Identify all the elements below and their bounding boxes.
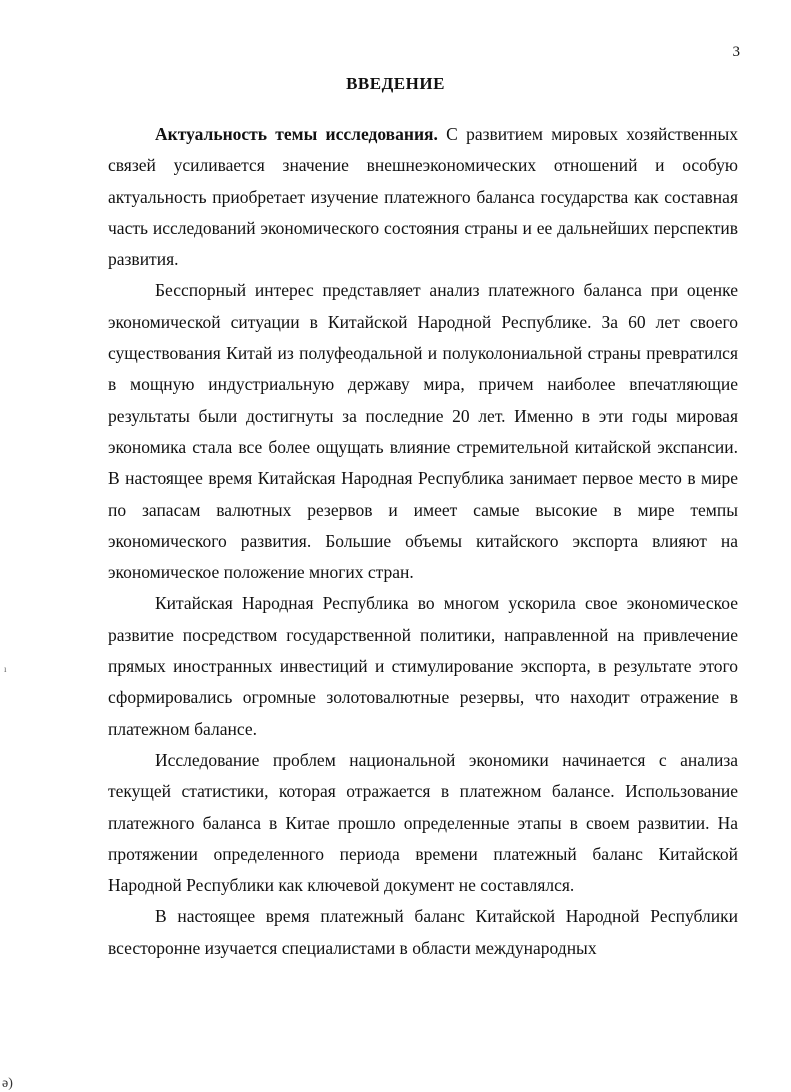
paragraph-text: Исследование проблем национальной экономики начинается с анализа текущей статистики, которая отражается в платежном балансе. Использование платежного баланса в Китае прошло определенные этапы в своем развитии. На протяжении определенного периода времени платежный баланс Китайской Народной Республики как ключевой документ не составлялся. bbox=[108, 749, 738, 896]
paragraph-relevance bbox=[108, 119, 738, 275]
margin-mark: ı bbox=[4, 664, 7, 674]
page-title: ВВЕДЕНИЕ bbox=[346, 74, 445, 93]
paragraph-research bbox=[108, 745, 738, 901]
paragraph-text: Китайская Народная Республика во многом ускорила свое экономическое развитие посредством государственной политики, направленной на привлечение прямых иностранных инвестиций и стимулирование экспорта, в результате этого сформировались огромные золотовалютные резервы, что находит отражение в платежном балансе. bbox=[108, 593, 738, 739]
paragraph-policy bbox=[108, 588, 738, 744]
bottom-edge-mark: ə) bbox=[2, 1076, 13, 1091]
document-body bbox=[108, 119, 738, 964]
paragraph-interest bbox=[108, 275, 738, 588]
paragraph-text: Бесспорный интерес представляет анализ платежного баланса при оценке экономической ситуации в Китайской Народной Республике. За 60 лет своего существования Китай из полуфеодальной и полуколониальной страны превратился в мощную индустриальную державу мира, причем наиболее впечатляющие результаты были достигнуты за последние 20 лет. Именно в эти годы мировая экономика стала все более ощущать влияние стремительной китайской экспансии. В настоящее время Китайская Народная Республика занимает первое место в мире по запасам валютных резервов и имеет самые высокие в мире темпы экономического развития. Большие объемы китайского экспорта влияют на экономическое положение многих стран. bbox=[108, 280, 738, 583]
page-number: 3 bbox=[732, 44, 740, 60]
paragraph-text: В настоящее время платежный баланс Китайской Народной Республики всесторонне изучается специалистами в области международных bbox=[108, 906, 738, 958]
paragraph-lead: Актуальность темы исследования. bbox=[155, 124, 438, 144]
paragraph-current bbox=[108, 901, 738, 964]
paragraph-text: С развитием мировых хозяйственных связей усиливается значение внешнеэкономических отношений и особую актуальность приобретает изучение платежного баланса государства как составная часть исследований экономического состояния страны и ее дальнейших перспектив развития. bbox=[108, 124, 738, 270]
